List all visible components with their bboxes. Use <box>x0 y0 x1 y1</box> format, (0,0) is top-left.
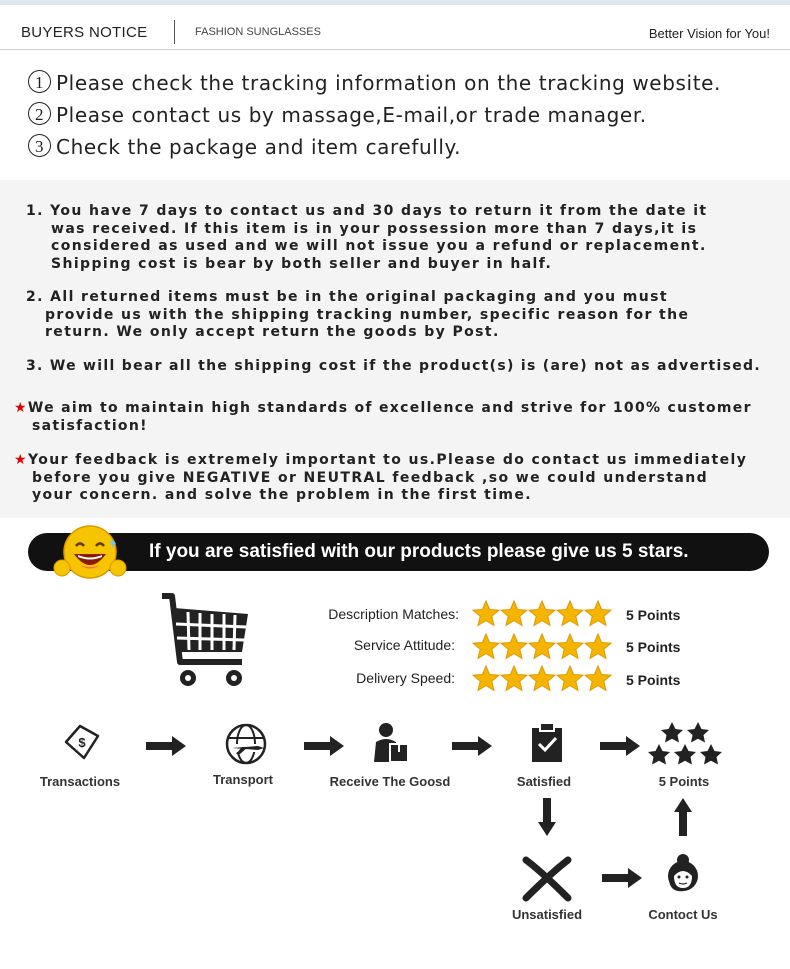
gold-star-icon <box>585 634 611 659</box>
gold-star-icon <box>529 601 555 626</box>
gold-star-icon <box>473 666 499 691</box>
notice-2 <box>28 102 647 127</box>
notice-text: Check the package and item carefully. <box>56 135 462 159</box>
policy-paragraph-5 <box>14 452 747 505</box>
rating-label-service: Service Attitude: <box>353 637 455 653</box>
header <box>0 5 790 50</box>
globe-plane-icon <box>224 722 268 766</box>
rating-points-delivery: 5 Points <box>626 672 681 688</box>
policy-paragraph-4 <box>14 400 752 435</box>
policy-paragraph-1 <box>26 203 708 273</box>
notice-1 <box>28 70 721 95</box>
policy-line: considered as used and we will not issue you a refund or replacement. <box>51 238 707 254</box>
red-star-icon: ★ <box>14 452 28 468</box>
step-transport: Transport <box>213 772 273 787</box>
policy-line: 1. You have 7 days to contact us and 30 days to return it from the date it <box>26 203 708 219</box>
step-receive: Receive The Goosd <box>329 774 451 789</box>
arrow-right-icon <box>602 868 642 888</box>
step-satisfied: Satisfied <box>516 774 572 789</box>
policy-line: Shipping cost is bear by both seller and buyer in half. <box>51 255 553 272</box>
gold-star-icon <box>585 666 611 691</box>
rating-label-description: Description Matches: <box>328 606 459 622</box>
customer-service-icon <box>662 852 704 896</box>
header-divider <box>174 20 175 44</box>
gold-star-icon <box>501 666 527 691</box>
policy-line: your concern. and solve the problem in the first time. <box>32 487 532 503</box>
policy-line: We aim to maintain high standards of excellence and strive for 100% customer <box>27 400 752 416</box>
rating-points-description: 5 Points <box>626 607 681 623</box>
rating-stars-service <box>472 633 612 666</box>
circled-number: 1 <box>28 70 51 93</box>
arrow-right-icon <box>146 736 186 756</box>
circled-number: 2 <box>28 102 51 125</box>
policy-line: return. We only accept return the goods by Post. <box>45 324 500 340</box>
arrow-right-icon <box>452 736 492 756</box>
policy-paragraph-3 <box>26 358 761 376</box>
gold-star-icon <box>557 666 583 691</box>
arrow-up-icon <box>674 798 692 836</box>
cross-icon <box>522 856 572 902</box>
policy-line: provide us with the shipping tracking number, specific reason for the <box>45 306 690 323</box>
gold-star-icon <box>529 634 555 659</box>
policy-line: 3. We will bear all the shipping cost if the product(s) is (are) not as advertised. <box>26 358 761 374</box>
header-title: BUYERS NOTICE <box>21 24 148 41</box>
policy-line: 2. All returned items must be in the original packaging and you must <box>26 289 668 305</box>
gold-star-icon <box>473 601 499 626</box>
svg-text:$: $ <box>78 735 86 750</box>
gold-star-icon <box>473 634 499 659</box>
arrow-down-icon <box>538 798 556 836</box>
arrow-right-icon <box>304 736 344 756</box>
shopping-cart-icon <box>158 592 254 692</box>
rating-stars-description <box>472 600 612 633</box>
header-tagline: Better Vision for You! <box>648 26 770 41</box>
step-five-points: 5 Points <box>658 774 710 789</box>
rating-stars-svg <box>472 665 612 693</box>
policy-paragraph-2 <box>26 289 689 342</box>
rating-stars-svg <box>472 633 612 661</box>
gold-star-icon <box>585 601 611 626</box>
person-package-icon <box>372 722 412 766</box>
money-icon <box>62 722 102 762</box>
step-contact: Contoct Us <box>648 907 718 922</box>
rating-stars-delivery <box>472 665 612 698</box>
banner-text: If you are satisfied with our products please give us 5 stars. <box>149 541 689 562</box>
step-transactions: Transactions <box>39 774 121 789</box>
gold-star-icon <box>557 634 583 659</box>
gold-star-icon <box>529 666 555 691</box>
header-subtitle: FASHION SUNGLASSES <box>195 26 321 38</box>
notice-text: Please contact us by massage,E-mail,or trade manager. <box>56 103 647 127</box>
rating-points-service: 5 Points <box>626 639 681 655</box>
arrow-right-icon <box>600 736 640 756</box>
gold-star-icon <box>557 601 583 626</box>
rating-stars-svg <box>472 600 612 628</box>
circled-number: 3 <box>28 134 51 157</box>
rating-label-delivery: Delivery Speed: <box>356 670 455 686</box>
five-stars-icon <box>646 720 724 768</box>
notice-3 <box>28 134 461 159</box>
policy-line: before you give NEGATIVE or NEUTRAL feedback ,so we could understand <box>32 469 709 486</box>
laughing-smiley-icon <box>52 522 128 582</box>
red-star-icon: ★ <box>14 400 28 416</box>
clipboard-check-icon <box>530 722 564 764</box>
gold-star-icon <box>501 634 527 659</box>
gold-star-icon <box>501 601 527 626</box>
notice-text: Please check the tracking information on the tracking website. <box>56 71 721 95</box>
policy-line: Your feedback is extremely important to us.Please do contact us immediately <box>27 452 748 468</box>
policy-line: was received. If this item is in your possession more than 7 days,it is <box>51 220 698 237</box>
step-unsatisfied: Unsatisfied <box>511 907 583 922</box>
policy-line: satisfaction! <box>32 417 148 434</box>
